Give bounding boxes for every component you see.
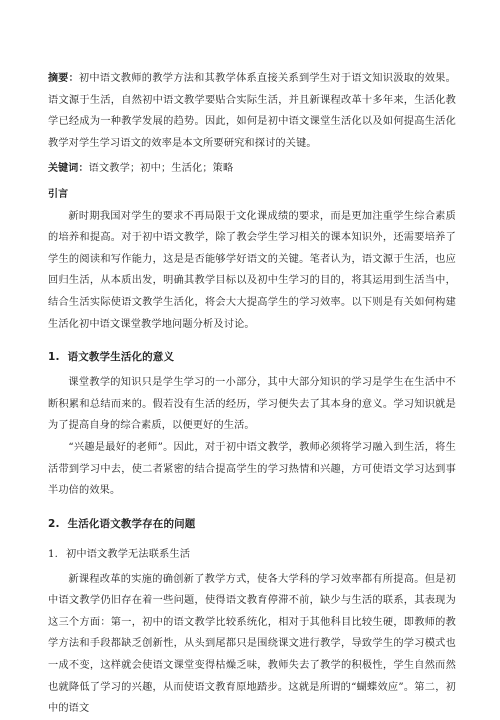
section-2-title: 生活化语文教学存在的问题 (67, 517, 196, 530)
section-2-heading (48, 514, 456, 535)
section-2-number: 2. (48, 517, 60, 530)
section-1-number: 1. (48, 351, 60, 364)
section-1-paragraph-2: “兴趣是最好的老师”。因此，对于初中语文教学，教师必须将学习融入到生活，将生活带到学习中去，使二者紧密的结合提高学生的学习热情和兴趣，方可使语文学习达到事半功倍的效果。 (48, 441, 456, 497)
abstract-text: 初中语文教师的教学方法和其教学体系直接关系到学生对于语文知识汲取的效果。语文源于生活，自然初中语文教学要贴合实际生活，并且新课程改革十多年来，生活化教学已经成为一种教学发展的趋势。因此，如何是初中语文课堂生活化以及如何提高生活化教学对学生学习语文的效率是本文所要研究和探讨的关键。 (48, 73, 457, 149)
section-1-paragraph-1: 课堂教学的知识只是学生学习的一小部分，其中大部分知识的学习是学生在生活中不断积累和总结而来的。假若没有生活的经历，学习便失去了其本身的意义。学习知识就是为了提高自身的综合素质，以便更好的生活。 (48, 377, 456, 432)
section-1-title: 语文教学生活化的意义 (67, 351, 175, 364)
intro-paragraph: 新时期我国对学生的要求不再局限于文化课成绩的要求，而是更加注重学生综合素质的培养和提高。对于初中语文教学，除了教会学生学习相关的课本知识外，还需要培养了学生的阅读和写作能力，这是是否能够学好语文的关键。笔者认为，语文源于生活，也应回归生活，从本质出发，明确其教学目标以及初中生学习的目的，将其运用到生活当中，结合生活实际使语文教学生活化，将会大大提高学生的学习效率。以下则是有关如何构建生活化初中语文课堂教学地问题分析及讨论。 (48, 210, 456, 330)
document-page (48, 68, 456, 720)
subsection-2-1-paragraph: 新课程改革的实施的确创新了教学方式，使各大学科的学习效率都有所提高。但是初中语文教学仍旧存在着一些问题，使得语文教育停滞不前，缺少与生活的联系，其表现为这三个方面：第一，初中的语文教学比较系统化，相对于其他科目比较生硬，即教师的教学方法和手段都缺乏创新性，从头到尾都只是围绕课文进行教学，导致学生的学习模式也一成不变，这样就会使语文课堂变得枯燥乏味，教师失去了教学的积极性，学生自然而然也就降低了学习的兴趣，从而使语文教育原地踏步。这就是所谓的“蝴蝶效应”。第二，初中的语文 (48, 573, 456, 715)
section-1-heading (48, 347, 456, 368)
keywords-text: 语文教学；初中；生活化；策略 (88, 163, 234, 175)
keywords-label: 关键词： (48, 163, 89, 175)
abstract-label: 摘要： (48, 73, 79, 84)
intro-heading: 引言 (48, 188, 69, 200)
subsection-2-1-title: 初中语文教学无法联系生活 (66, 548, 191, 560)
keywords-paragraph (48, 158, 456, 180)
subsection-2-1-number: 1. (48, 548, 59, 560)
subsection-2-1-heading (48, 544, 456, 565)
abstract-paragraph (48, 68, 456, 154)
